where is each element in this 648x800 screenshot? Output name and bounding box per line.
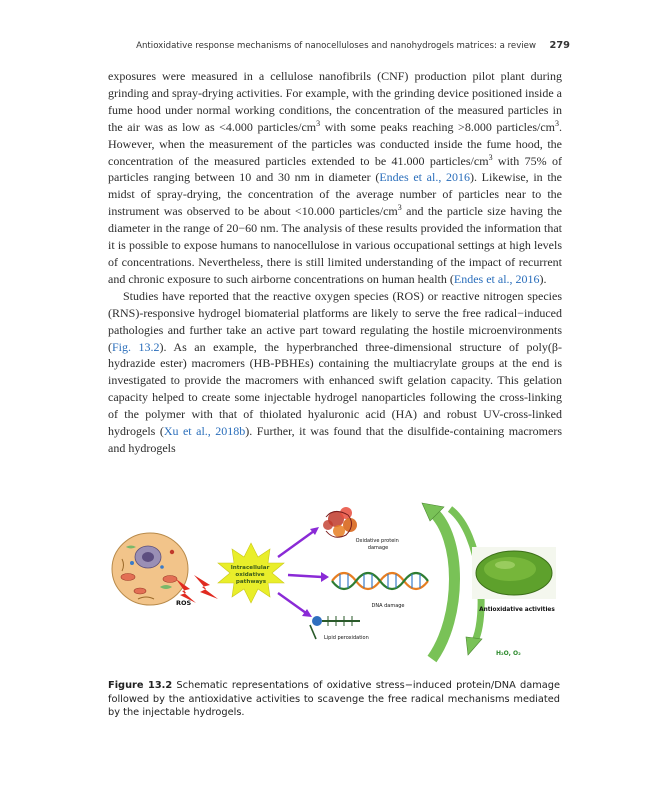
paragraph-1 — [108, 68, 562, 288]
page-number: 279 — [549, 40, 570, 51]
protein-damage-label: Oxidative protein damage — [355, 538, 399, 551]
ros-label: ROS — [176, 599, 192, 607]
dna-helix-icon — [332, 573, 428, 589]
p1-text-2: with some peaks reaching >8.000 particles/cm — [320, 119, 555, 134]
protein-structure-icon — [323, 507, 357, 537]
citation-link[interactable]: Endes et al., 2016 — [453, 271, 540, 286]
dna-damage-label: DNA damage — [371, 603, 405, 609]
superscript-3: 3 — [488, 152, 493, 162]
lipid-peroxidation-label: Lipid peroxidation — [324, 635, 369, 641]
superscript-3: 3 — [555, 118, 559, 128]
caption-label: Figure 13.2 — [108, 680, 173, 691]
p1-text-7: ). — [539, 271, 547, 286]
products-label: H₂O, O₂ — [496, 650, 521, 657]
paragraph-2 — [108, 288, 562, 457]
p1-text-3: . However, when the measurement of the particles was conducted inside the fume hood, the concentration of the measured particles extended to be 41.000 particles/cm — [108, 119, 562, 168]
p1-text-5: ). Likewise, in the midst of spray-drying, the concentration of the average number of particles near to the instrument was observed to be about <10.000 particles/cm — [108, 170, 562, 219]
citation-link[interactable]: Xu et al., 2018b — [163, 424, 246, 439]
p1-text-4: with 75% of particles ranging between 10 and 30 nm in diameter ( — [108, 153, 563, 185]
pathway-arrows — [278, 527, 329, 617]
figure-caption — [108, 679, 560, 720]
pathways-label: Intracellular oxidative pathways — [230, 565, 270, 585]
running-title: Antioxidative response mechanisms of nanocelluloses and nanohydrogels matrices: a review — [136, 41, 536, 51]
p2-text-1: Studies have reported that the reactive oxygen species (ROS) or reactive nitrogen species (RNS)-responsive hydrogel biomaterial platforms are likely to serve the free radical−induced pathologies and further take an active part toward regulating the hostile microenvironments ( — [108, 288, 562, 354]
hydrogel-dish-image — [472, 547, 556, 599]
p2-text-2: ). As an example, the hyperbranched three-dimensional structure of poly(β-hydrazide ester) macromers (HB-PBHEs) containing the multiacrylate groups at the end is investigated to provide the macromers with enhanced swift gelation capacity. This gelation capacity helped to create some injectable hydrogel nanoparticles following the cross-linking of the polymer with that of thiolated hyaluronic acid (HA) and robust UV-cross-linked hydrogels ( — [108, 339, 562, 439]
p1-text-6: and the particle size having the diameter in the range of 20−60 nm. The analysis of these results provided the information that it is possible to expose humans to nanocellulose in various occupational settings at high levels of concentrations. Nevertheless, there is still limited understanding of the impact of recurrent and chronic exposure to such airborne concentrations on human health ( — [108, 204, 562, 286]
superscript-3: 3 — [316, 118, 321, 128]
figure-13-2 — [110, 497, 562, 673]
superscript-3: 3 — [397, 203, 402, 213]
antioxidative-label: Antioxidative activities — [479, 607, 555, 613]
body-text — [108, 68, 562, 457]
citation-link[interactable]: Endes et al., 2016 — [379, 170, 470, 185]
caption-text: Schematic representations of oxidative stress−induced protein/DNA damage followed by the antioxidative activities to scavenge the free radical mechanisms mediated by the injectable hydrogels. — [108, 680, 560, 719]
figure-link[interactable]: Fig. 13.2 — [112, 339, 160, 354]
running-header — [108, 40, 570, 54]
cell-illustration — [112, 533, 188, 605]
p2-text-3: ). Further, it was found that the disulfide-containing macromers and hydrogels — [108, 424, 562, 455]
p1-text-1: exposures were measured in a cellulose nanofibrils (CNF) production pilot plant during grinding and spray-drying activities. For example, with the grinding device positioned inside a fume hood under normal working conditions, the concentration of the measured particles in the air was as low as <4.000 particles/cm — [108, 69, 562, 134]
